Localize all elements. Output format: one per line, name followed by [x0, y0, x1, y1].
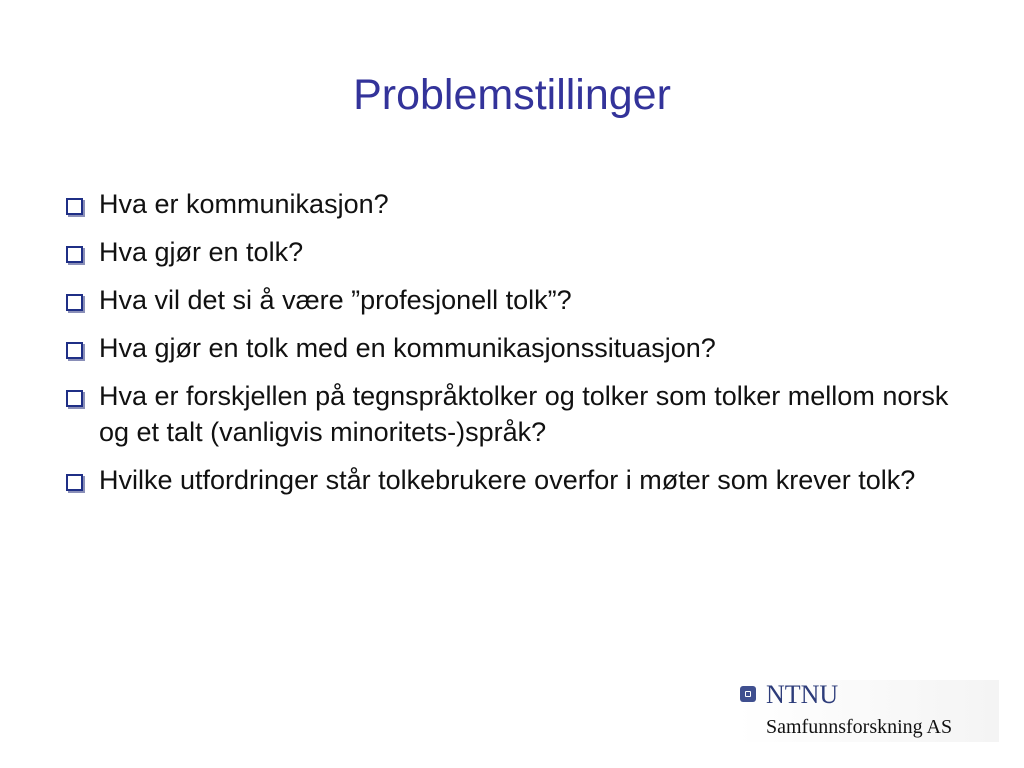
checkbox-bullet-icon	[66, 342, 83, 359]
bullet-item	[62, 234, 982, 270]
slide-title: Problemstillinger	[353, 71, 671, 119]
ntnu-samfunnsforskning-logo	[737, 680, 999, 742]
bullet-list	[62, 186, 982, 510]
bullet-item	[62, 186, 982, 222]
bullet-text: Hva er forskjellen på tegnspråktolker og tolker som tolker mellom norsk og et talt (vanligvis minoritets-)språk?	[99, 381, 949, 447]
bullet-text: Hva er kommunikasjon?	[99, 189, 389, 219]
bullet-item	[62, 330, 982, 366]
bullet-item	[62, 282, 982, 318]
bullet-item	[62, 462, 982, 498]
checkbox-bullet-icon	[66, 246, 83, 263]
logo-subtitle: Samfunnsforskning AS	[766, 716, 953, 738]
ntnu-square-icon	[740, 686, 756, 702]
checkbox-bullet-icon	[66, 294, 83, 311]
bullet-text: Hva vil det si å være ”profesjonell tolk”?	[99, 285, 572, 315]
checkbox-bullet-icon	[66, 198, 83, 215]
bullet-text: Hva gjør en tolk?	[99, 237, 304, 267]
ntnu-inner-square-icon	[745, 691, 751, 697]
bullet-item	[62, 378, 982, 450]
bullet-text: Hva gjør en tolk med en kommunikasjonssituasjon?	[99, 333, 716, 363]
bullet-text: Hvilke utfordringer står tolkebrukere overfor i møter som krever tolk?	[99, 465, 916, 495]
checkbox-bullet-icon	[66, 390, 83, 407]
checkbox-bullet-icon	[66, 474, 83, 491]
logo-ntnu-text: NTNU	[766, 680, 839, 709]
